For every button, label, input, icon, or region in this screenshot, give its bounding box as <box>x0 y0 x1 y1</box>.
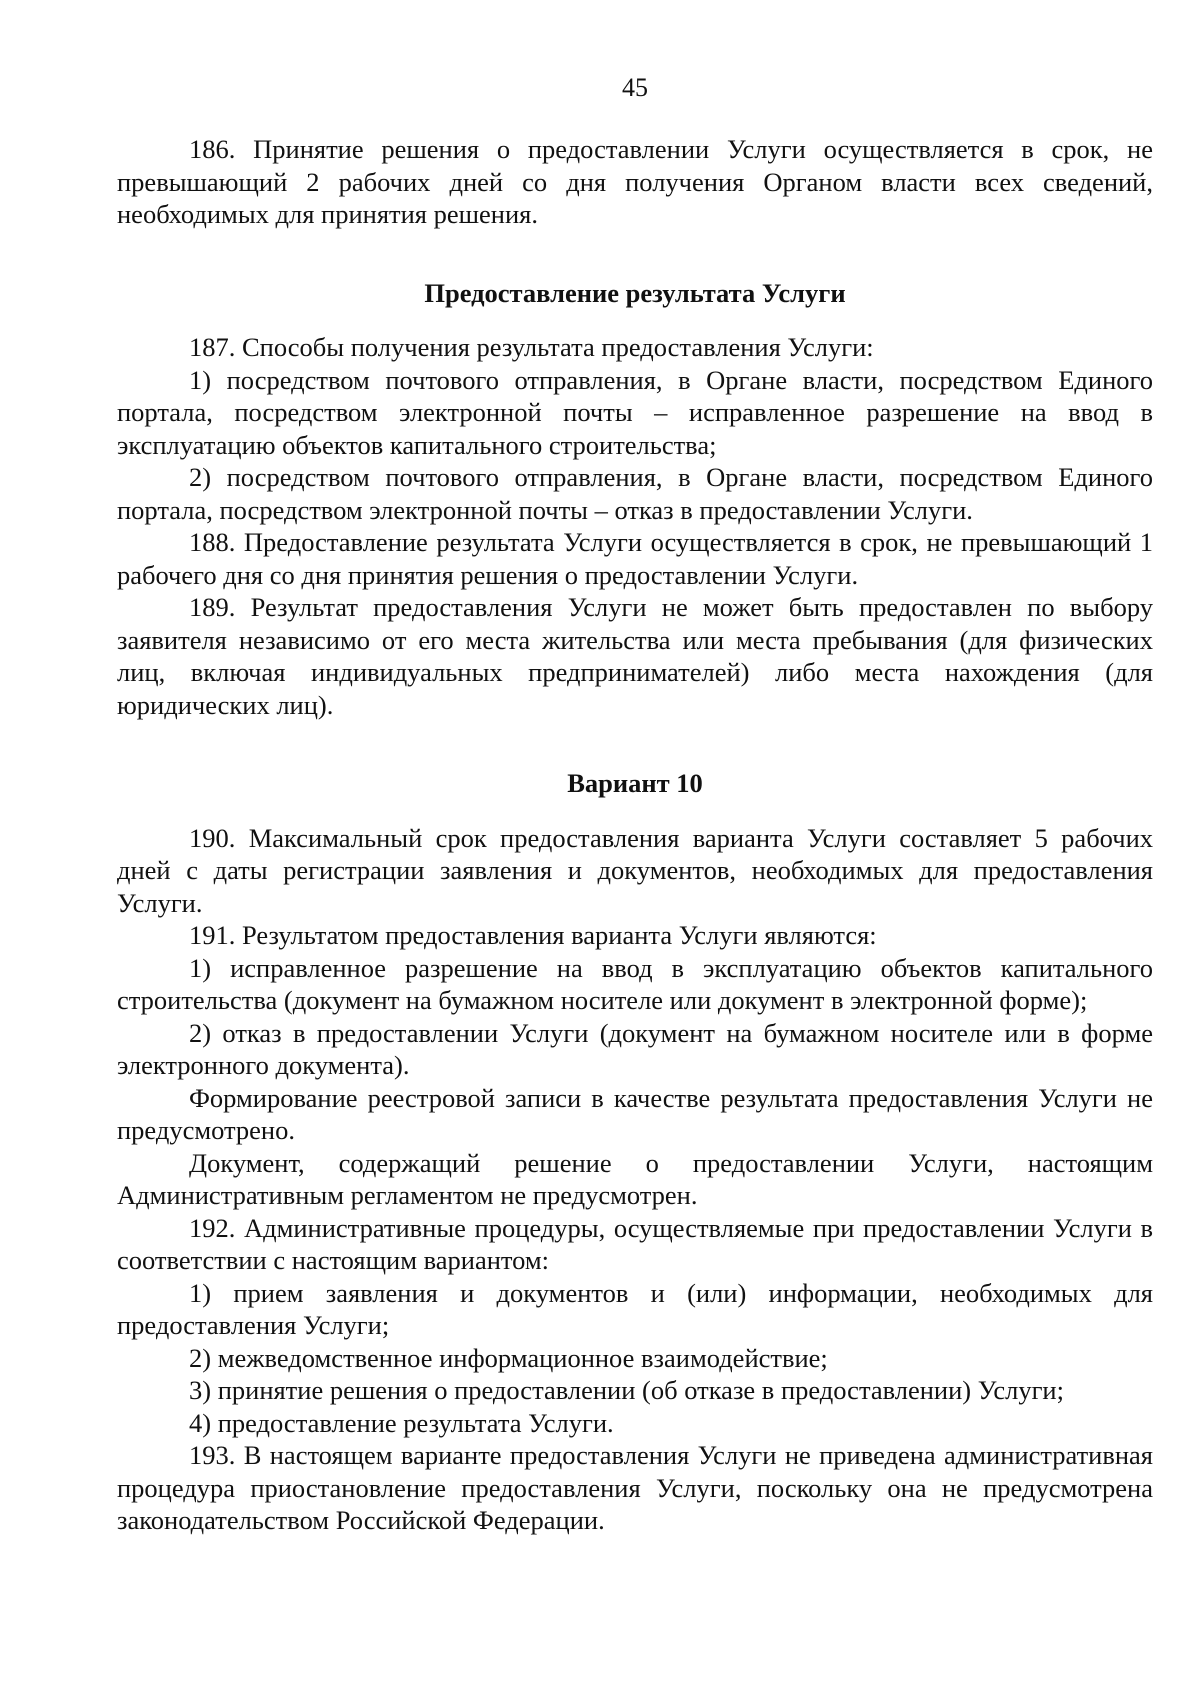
spacer <box>117 721 1153 767</box>
paragraph-191-item-2: 2) отказ в предоставлении Услуги (документ на бумажном носителе или в форме электронного документа). <box>117 1017 1153 1080</box>
paragraph-192-item-3: 3) принятие решения о предоставлении (об отказе в предоставлении) Услуги; <box>189 1375 1064 1405</box>
paragraph-191-item-1: 1) исправленное разрешение на ввод в эксплуатацию объектов капитального строительства (документ на бумажном носителе или документ в электронной форме); <box>117 952 1153 1015</box>
document-body <box>117 133 1153 1537</box>
paragraph-192: 192. Административные процедуры, осуществляемые при предоставлении Услуги в соответствии с настоящим вариантом: <box>117 1212 1153 1275</box>
spacer <box>117 800 1153 822</box>
paragraph-registry-record: Формирование реестровой записи в качестве результата предоставления Услуги не предусмотрено. <box>117 1082 1153 1145</box>
paragraph-186: 186. Принятие решения о предоставлении Услуги осуществляется в срок, не превышающий 2 рабочих дней со дня получения Органом власти всех сведений, необходимых для принятия решения. <box>117 134 1153 229</box>
spacer <box>117 309 1153 331</box>
paragraph-187-item-2: 2) посредством почтового отправления, в Органе власти, посредством Единого портала, посредством электронной почты – отказ в предоставлении Услуги. <box>117 462 1153 525</box>
paragraph-187-item-1: 1) посредством почтового отправления, в Органе власти, посредством Единого портала, посредством электронной почты – исправленное разрешение на ввод в эксплуатацию объектов капитального строительства; <box>117 364 1153 460</box>
paragraph-189: 189. Результат предоставления Услуги не может быть предоставлен по выбору заявителя независимо от его места жительства или места пребывания (для физических лиц, включая индивидуальных предпринимателей) либо места нахождения (для юридических лиц). <box>117 592 1153 720</box>
section-heading-variant-10: Вариант 10 <box>567 768 703 798</box>
paragraph-188: 188. Предоставление результата Услуги осуществляется в срок, не превышающий 1 рабочего дня со дня принятия решения о предоставлении Услуги. <box>117 527 1153 590</box>
paragraph-192-item-4: 4) предоставление результата Услуги. <box>189 1407 614 1438</box>
paragraph-190: 190. Максимальный срок предоставления варианта Услуги составляет 5 рабочих дней с даты регистрации заявления и документов, необходимых для предоставления Услуги. <box>117 822 1153 918</box>
paragraph-decision-document: Документ, содержащий решение о предоставлении Услуги, настоящим Административным регламентом не предусмотрен. <box>117 1147 1153 1210</box>
paragraph-192-item-2: 2) межведомственное информационное взаимодействие; <box>189 1342 828 1373</box>
paragraph-191: 191. Результатом предоставления варианта Услуги являются: <box>189 920 877 950</box>
page-number: 45 <box>622 73 648 102</box>
section-heading-result: Предоставление результата Услуги <box>424 277 846 308</box>
paragraph-193: 193. В настоящем варианте предоставления Услуги не приведена административная процедура приостановление предоставления Услуги, поскольку она не предусмотрена законодательством Российской Федерации. <box>117 1440 1153 1535</box>
paragraph-192-item-1: 1) прием заявления и документов и (или) информации, необходимых для предоставления Услуги; <box>117 1277 1153 1340</box>
spacer <box>117 231 1153 277</box>
paragraph-187: 187. Способы получения результата предоставления Услуги: <box>189 332 874 362</box>
